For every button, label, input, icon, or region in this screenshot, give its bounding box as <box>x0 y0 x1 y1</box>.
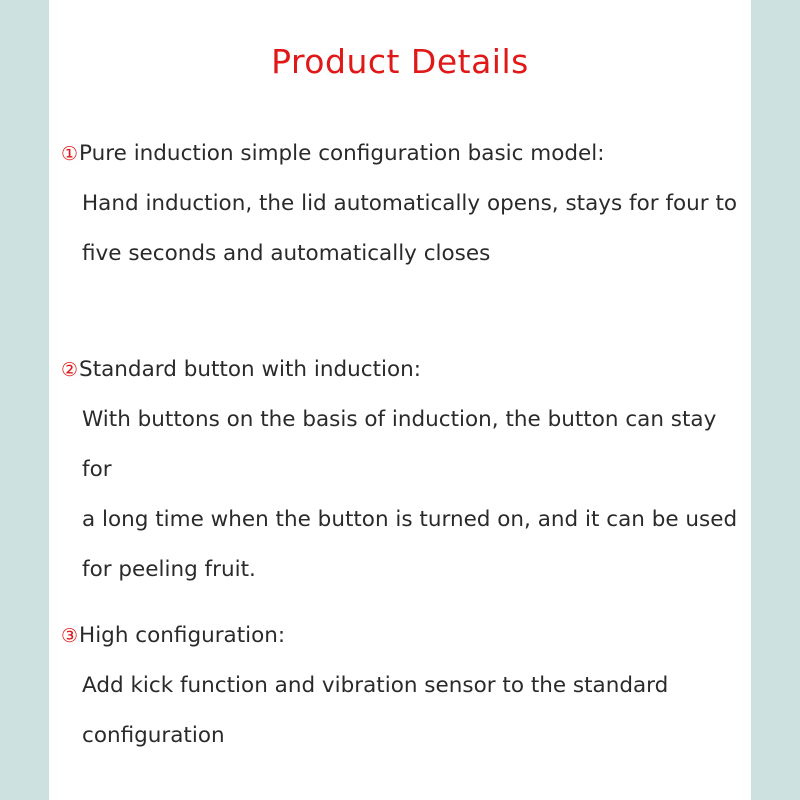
feature-heading <box>61 611 751 661</box>
feature-title: Standard button with induction: <box>79 357 422 382</box>
page-title: Product Details <box>271 42 529 81</box>
description-line: Hand induction, the lid automatically opens, stays for four to <box>82 191 738 216</box>
left-side-band <box>0 0 49 800</box>
feature-description <box>82 661 747 761</box>
description-line: configuration <box>82 723 225 748</box>
feature-number-marker: ① <box>61 143 79 165</box>
description-line: a long time when the button is turned on, and it can be used <box>82 507 738 532</box>
feature-number-marker: ③ <box>61 625 79 647</box>
right-side-band <box>751 0 800 800</box>
description-line: five seconds and automatically closes <box>82 241 491 266</box>
feature-heading <box>61 345 751 395</box>
feature-basic-model <box>61 129 751 279</box>
feature-number-marker: ② <box>61 359 79 381</box>
feature-description <box>82 395 747 595</box>
feature-title: High configuration: <box>79 623 286 648</box>
feature-title: Pure induction simple configuration basic model: <box>79 141 605 166</box>
feature-high-configuration <box>61 611 751 761</box>
description-line: Add kick function and vibration sensor to the standard <box>82 673 669 698</box>
description-line: for peeling fruit. <box>82 557 256 582</box>
feature-heading <box>61 129 751 179</box>
feature-description <box>82 179 747 279</box>
feature-standard-button <box>61 345 751 595</box>
description-line: With buttons on the basis of induction, the button can stay for <box>82 407 717 482</box>
